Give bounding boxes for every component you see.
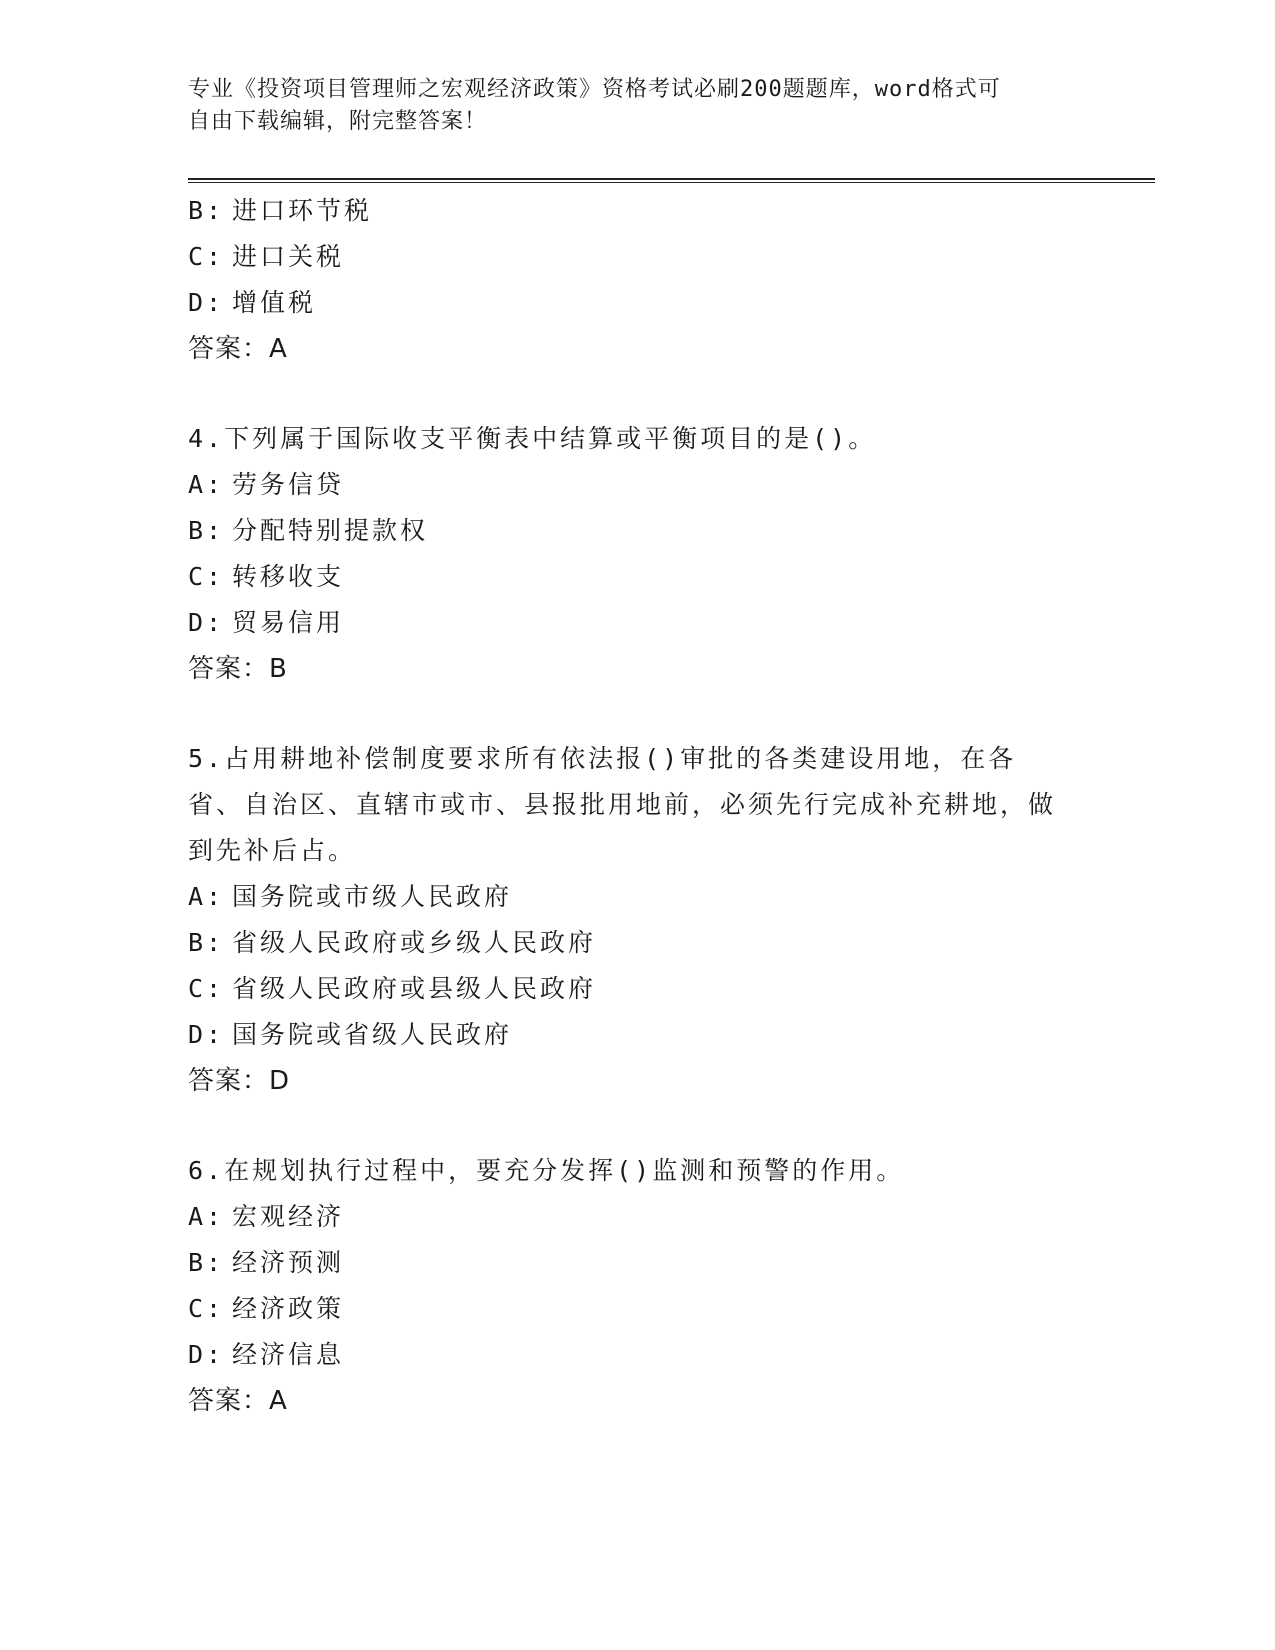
answer-line: 答案：A	[188, 1386, 288, 1416]
option-letter: D:	[188, 288, 225, 317]
option-c	[188, 1286, 1068, 1332]
question-stem: 6.在规划执行过程中，要充分发挥()监测和预警的作用。	[188, 1156, 905, 1185]
question-6	[188, 1148, 1068, 1424]
option-text: 省级人民政府或乡级人民政府	[232, 928, 597, 957]
spacer	[188, 1104, 1068, 1148]
option-text: 劳务信贷	[232, 470, 345, 499]
option-text: 贸易信用	[232, 608, 345, 637]
option-d	[188, 280, 1068, 326]
answer-line: 答案：B	[188, 654, 288, 684]
option-text: 转移收支	[232, 562, 345, 591]
page-header	[188, 74, 1088, 138]
question-list	[188, 188, 1068, 1424]
option-text: 经济政策	[232, 1294, 345, 1323]
option-d	[188, 1012, 1068, 1058]
option-letter: C:	[188, 974, 225, 1003]
header-title-line-1: 专业《投资项目管理师之宏观经济政策》资格考试必刷200题题库，word格式可	[188, 77, 1001, 102]
spacer	[188, 372, 1068, 416]
option-text: 分配特别提款权	[232, 516, 429, 545]
option-text: 增值税	[232, 288, 317, 317]
option-letter: C:	[188, 242, 225, 271]
option-text: 宏观经济	[232, 1202, 345, 1231]
option-text: 经济预测	[232, 1248, 345, 1277]
question-3-continuation	[188, 188, 1068, 372]
answer-line: 答案：D	[188, 1066, 291, 1096]
option-letter: C:	[188, 562, 225, 591]
option-b	[188, 1240, 1068, 1286]
option-letter: D:	[188, 1020, 225, 1049]
option-a	[188, 462, 1068, 508]
option-text: 经济信息	[232, 1340, 345, 1369]
option-letter: B:	[188, 516, 225, 545]
option-letter: A:	[188, 1202, 225, 1231]
header-divider	[188, 178, 1155, 183]
question-stem: 4.下列属于国际收支平衡表中结算或平衡项目的是()。	[188, 424, 877, 453]
option-c	[188, 966, 1068, 1012]
option-letter: A:	[188, 470, 225, 499]
option-d	[188, 1332, 1068, 1378]
option-b	[188, 188, 1068, 234]
option-text: 进口关税	[232, 242, 345, 271]
option-text: 国务院或省级人民政府	[232, 1020, 513, 1049]
option-text: 省级人民政府或县级人民政府	[232, 974, 597, 1003]
answer-line: 答案：A	[188, 334, 288, 364]
option-text: 进口环节税	[232, 196, 373, 225]
option-letter: D:	[188, 608, 225, 637]
question-stem: 5.占用耕地补偿制度要求所有依法报()审批的各类建设用地，在各省、自治区、直辖市或市、县报批用地前，必须先行完成补充耕地，做到先补后占。	[188, 744, 1057, 865]
option-text: 国务院或市级人民政府	[232, 882, 513, 911]
option-letter: B:	[188, 928, 225, 957]
question-4	[188, 416, 1068, 692]
option-letter: B:	[188, 1248, 225, 1277]
option-letter: D:	[188, 1340, 225, 1369]
option-a	[188, 1194, 1068, 1240]
option-letter: C:	[188, 1294, 225, 1323]
option-letter: A:	[188, 882, 225, 911]
option-b	[188, 508, 1068, 554]
option-c	[188, 554, 1068, 600]
option-letter: B:	[188, 196, 225, 225]
question-5	[188, 736, 1068, 1104]
header-title-line-2: 自由下载编辑，附完整答案！	[188, 109, 488, 134]
option-d	[188, 600, 1068, 646]
spacer	[188, 692, 1068, 736]
option-a	[188, 874, 1068, 920]
option-b	[188, 920, 1068, 966]
option-c	[188, 234, 1068, 280]
